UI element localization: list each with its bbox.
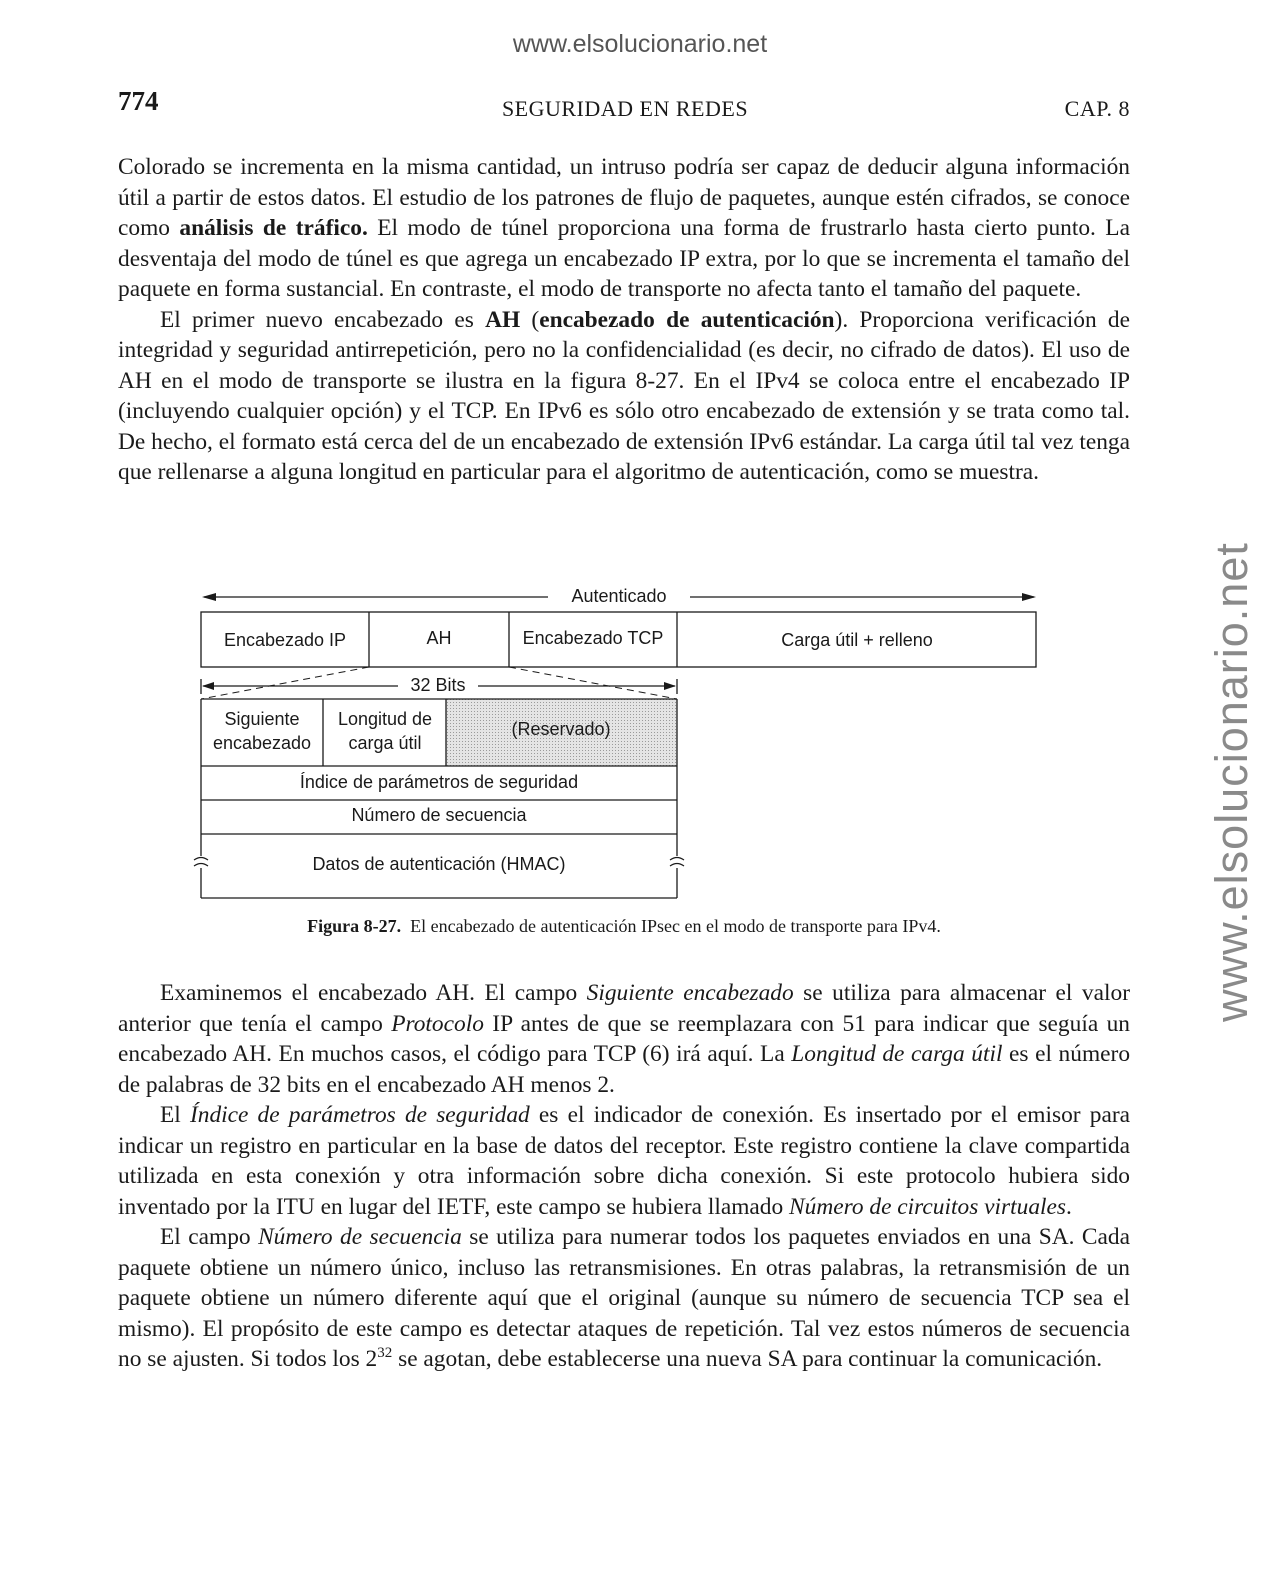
watermark-top: www.elsolucionario.net	[512, 30, 768, 58]
figure-caption-label: Figura 8-27.	[307, 916, 402, 936]
text-run: Colorado se incrementa en la misma cantidad, un intruso podría ser capaz de deducir alguna información útil a partir de estos datos. El estudio de los patrones de flujo de paquetes, aunque estén cifrados, se conoce como	[118, 154, 1130, 241]
text-run: Protocolo	[391, 1010, 484, 1037]
ah-reserved: (Reservado)	[511, 719, 611, 739]
text-run: El primer nuevo encabezado es	[160, 306, 486, 333]
chapter-label: CAP. 8	[1064, 96, 1130, 121]
text-run: se utiliza para almacenar el valor anterior que tenía el campo	[118, 980, 1130, 1037]
text-run: encabezado de autenticación	[539, 306, 835, 333]
figure-caption	[0, 916, 1248, 937]
ah-auth-data: Datos de autenticación (HMAC)	[312, 854, 566, 874]
text-run: Siguiente encabezado	[586, 980, 794, 1006]
page-number: 774	[118, 86, 159, 116]
ah-payload-length: Longitud de carga útil	[337, 709, 433, 753]
ah-spi: Índice de parámetros de seguridad	[299, 772, 579, 792]
text-run: se utiliza para numerar todos los paquetes enviados en una SA. Cada paquete obtiene un número único, incluso las retransmisiones. En otras palabras, la retransmisión de un paquete obtiene un número diferente aquí que el original (aunque su número de secuencia TCP sea el mismo). El propósito de este campo es detectar ataques de repetición. Tal vez estos números de secuencia no se ajusten. Si todos los 2	[118, 1224, 1130, 1372]
text-run: El	[160, 1102, 190, 1128]
ah-next-header: Siguiente encabezado	[212, 709, 312, 753]
field-tcp-header: Encabezado TCP	[522, 628, 664, 648]
text-run: (	[520, 306, 540, 333]
paragraph	[118, 1100, 1130, 1222]
text-run: Número de circuitos virtuales	[789, 1193, 1066, 1220]
paragraph	[118, 978, 1130, 1100]
text-run: Índice de parámetros de seguridad	[189, 1102, 530, 1128]
text-run: análisis de tráfico.	[179, 215, 368, 241]
text-run: 32	[377, 1345, 393, 1362]
text-run: es el número de palabras de 32 bits en el encabezado AH menos 2.	[118, 1041, 1131, 1098]
body-text-bottom	[118, 978, 1130, 1375]
text-run: es el indicador de conexión. Es insertado por el emisor para indicar un registro en particular en la base de datos del receptor. Este registro contiene la clave compartida utilizada en esta conexión y otra información sobre dicha conexión. Si este protocolo hubiera sido inventado por la ITU en lugar del IETF, este campo se hubiera llamado	[118, 1102, 1130, 1220]
authenticated-label: Autenticado	[571, 586, 667, 606]
text-run: IP antes de que se reemplazara con 51 para indicar que seguía un encabezado AH. En muchos casos, el código para TCP (6) irá aquí. La	[118, 1010, 1131, 1067]
field-ip-header: Encabezado IP	[223, 630, 347, 650]
running-head: SEGURIDAD EN REDES	[501, 96, 749, 121]
paragraph	[118, 1222, 1130, 1375]
watermark-side: www.elsolucionario.net	[1206, 542, 1257, 1022]
figure-caption-text: El encabezado de autenticación IPsec en el modo de transporte para IPv4.	[410, 916, 941, 936]
text-run: El modo de túnel proporciona una forma de frustrarlo hasta cierto punto. La desventaja del modo de túnel es que agrega un encabezado IP extra, por lo que se incrementa el tamaño del paquete en forma sustancial. En contraste, el modo de transporte no afecta tanto el tamaño del paquete.	[118, 215, 1130, 302]
text-run: Longitud de carga útil	[791, 1041, 1003, 1067]
text-run: El campo	[160, 1224, 259, 1250]
text-run: Número de secuencia	[258, 1224, 462, 1250]
text-run: .	[1066, 1193, 1072, 1220]
field-ah: AH	[426, 628, 452, 648]
ah-sequence-number: Número de secuencia	[351, 805, 527, 825]
field-payload: Carga útil + relleno	[781, 630, 933, 650]
text-run: Examinemos el encabezado AH. El campo	[160, 980, 587, 1006]
text-run: ). Proporciona verificación de integridad y seguridad antirrepetición, pero no la confidencialidad (es decir, no cifrado de datos). El uso de AH en el modo de transporte se ilustra en la figura 8-27. En el IPv4 se coloca entre el encabezado IP (incluyendo cualquier opción) y el TCP. En IPv6 es sólo otro encabezado de extensión y se trata como tal. De hecho, el formato está cerca del de un encabezado de extensión IPv6 estándar. La carga útil tal vez tenga que rellenarse a alguna longitud en particular para el algoritmo de autenticación, como se muestra.	[118, 306, 1130, 485]
bits-label: 32 Bits	[410, 675, 466, 695]
text-run: se agotan, debe establecerse una nueva SA para continuar la comunicación.	[392, 1346, 1103, 1372]
text-run: AH	[485, 306, 521, 333]
